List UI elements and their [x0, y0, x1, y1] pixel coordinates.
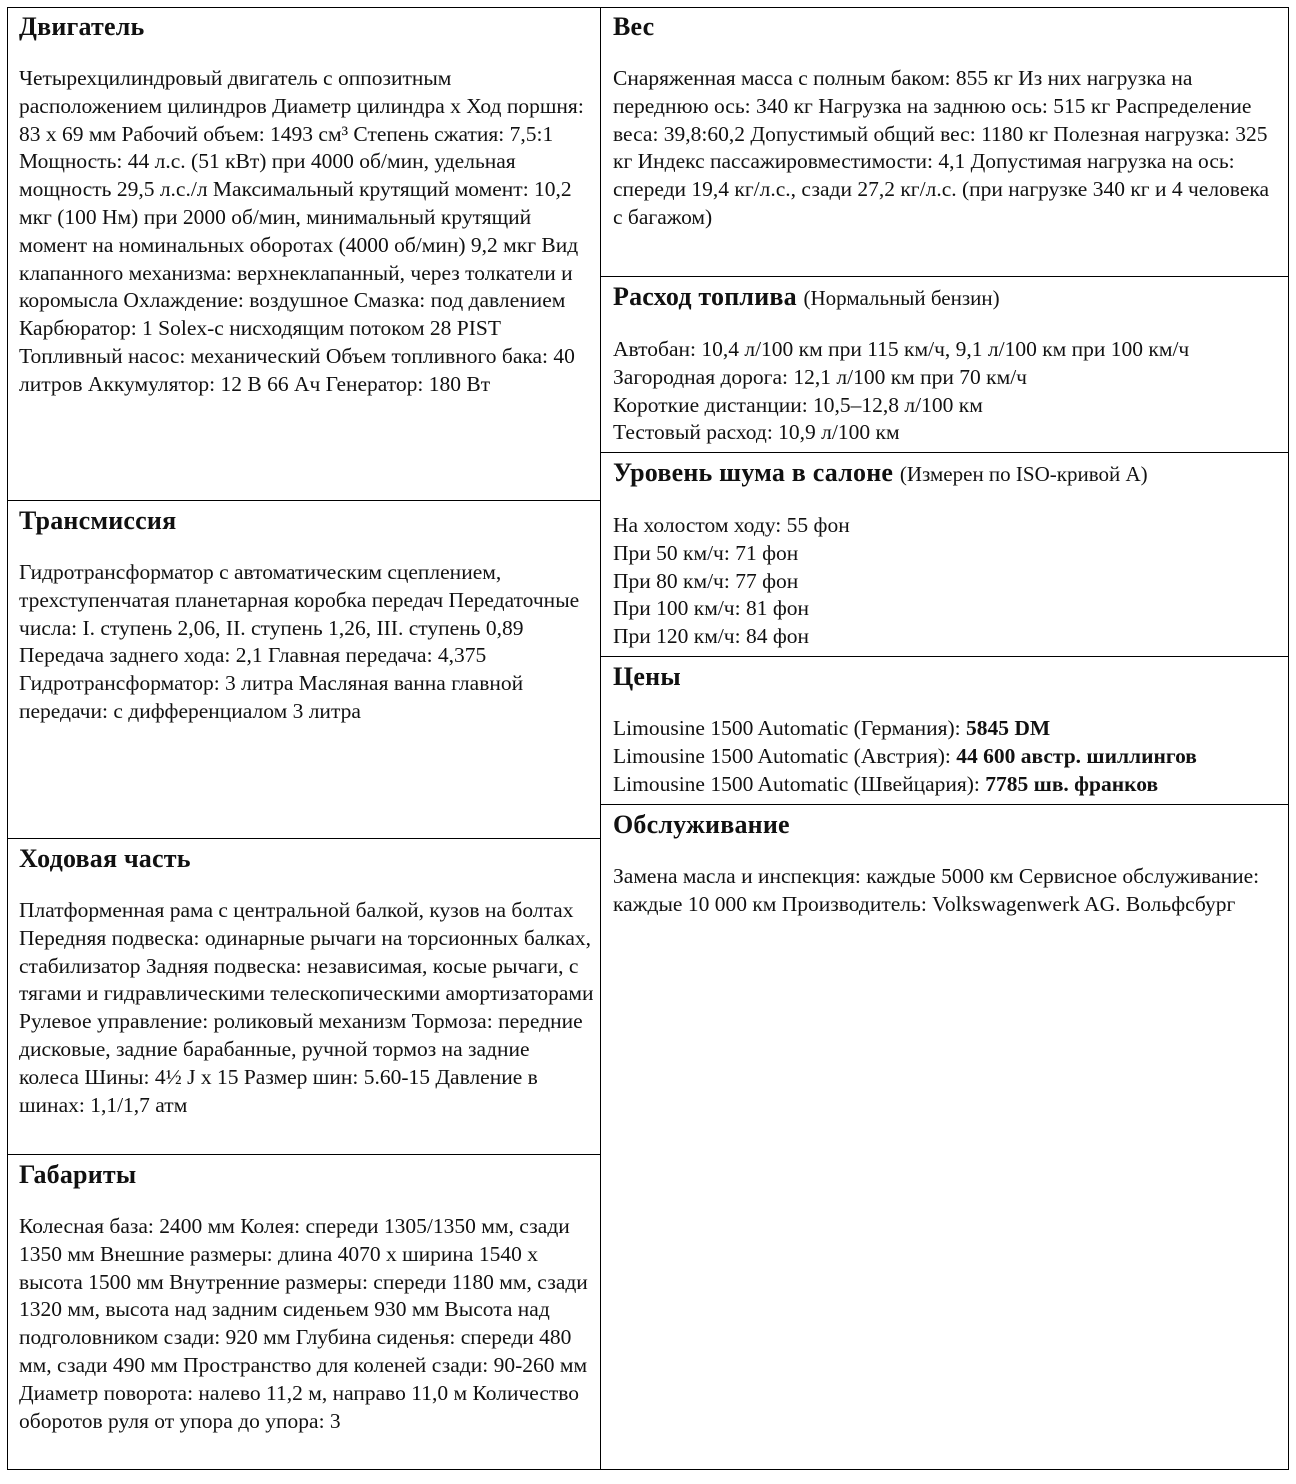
service-text: Замена масла и инспекция: каждые 5000 км Сервисное обслуживание: каждые 10 000 км Производитель: Volkswagenwerk AG. Вольфсбург [613, 864, 1260, 916]
service-section [601, 804, 1289, 1470]
noise-section [601, 452, 1289, 656]
weight-section [601, 7, 1289, 276]
price-austria-value: 44 600 австр. шиллингов [956, 743, 1197, 768]
price-germany-label: Limousine 1500 Automatic (Германия): [613, 716, 966, 740]
fuel-lines [613, 336, 1289, 447]
noise-line-120: При 120 км/ч: 84 фон [613, 624, 810, 649]
chassis-section [7, 838, 600, 1154]
prices-section [601, 656, 1289, 804]
dimensions-text: Колесная база: 2400 мм Колея: спереди 1305/1350 мм, сзади 1350 мм Внешние размеры: длина 4070 x ширина 1540 x высота 1500 мм Внутренние размеры: спереди 1180 мм, сзади 1320 мм, высота над задним сиденьем 930 мм Высота над подголовником сзади: 920 мм Глубина сиденья: спереди 480 мм, сзади 490 мм Пространство для коленей сзади: 90-260 мм Диаметр поворота: налево 11,2 м, направо 11,0 м Количество оборотов руля от упора до упора: 3 [19, 1214, 588, 1433]
dimensions-section [7, 1154, 600, 1470]
noise-lines [613, 512, 1289, 651]
spec-table [7, 7, 1289, 1470]
dimensions-title: Габариты [19, 1160, 137, 1189]
left-column [7, 7, 601, 1470]
prices-title: Цены [613, 662, 681, 691]
fuel-line-short: Короткие дистанции: 10,5–12,8 л/100 км [613, 392, 983, 417]
fuel-line-country: Загородная дорога: 12,1 л/100 км при 70 км/ч [613, 364, 1027, 389]
price-switzerland [613, 771, 1283, 799]
transmission-title: Трансмиссия [19, 506, 177, 535]
price-germany [613, 715, 1283, 743]
service-title: Обслуживание [613, 810, 790, 839]
price-switzerland-value: 7785 шв. франков [985, 771, 1159, 796]
engine-text: Четырехцилиндровый двигатель с оппозитным расположением цилиндров Диаметр цилиндра x Ход поршня: 83 x 69 мм Рабочий объем: 1493 см³ Степень сжатия: 7,5:1 Мощность: 44 л.с. (51 кВт) при 4000 об/мин, удельная мощность 29,5 л.с./л Максимальный крутящий момент: 10,2 мкг (100 Нм) при 2000 об/мин, минимальный крутящий момент на номинальных оборотах (4000 об/мин) 9,2 мкг Вид клапанного механизма: верхнеклапанный, через толкатели и коромысла Охлаждение: воздушное Смазка: под давлением Карбюратор: 1 Solex-с нисходящим потоком 28 PIST Топливный насос: механический Объем топливного бака: 40 литров Аккумулятор: 12 В 66 Ач Генератор: 180 Вт [19, 66, 584, 396]
noise-line-idle: На холостом ходу: 55 фон [613, 513, 850, 537]
fuel-line-test: Тестовый расход: 10,9 л/100 км [613, 420, 900, 445]
chassis-text: Платформенная рама с центральной балкой, кузов на болтах Передняя подвеска: одинарные рычаги на торсионных балках, стабилизатор Задняя подвеска: независимая, косые рычаги, с тягами и гидравлическими телескопическими амортизаторами Рулевое управление: роликовый механизм Тормоза: передние дисковые, задние барабанные, ручной тормоз на задние колеса Шины: 4½ J x 15 Размер шин: 5.60-15 Давление в шинах: 1,1/1,7 атм [19, 898, 594, 1117]
fuel-subtitle: (Нормальный бензин) [803, 286, 1000, 310]
fuel-section [601, 276, 1289, 452]
noise-line-50: При 50 км/ч: 71 фон [613, 540, 799, 565]
transmission-text: Гидротрансформатор с автоматическим сцеплением, трехступенчатая планетарная коробка передач Передаточные числа: I. ступень 2,06, II. ступень 1,26, III. ступень 0,89 Передача заднего хода: 2,1 Главная передача: 4,375 Гидротрансформатор: 3 литра Масляная ванна главной передачи: с дифференциалом 3 литра [19, 560, 580, 723]
price-germany-value: 5845 DM [966, 716, 1051, 740]
engine-title: Двигатель [19, 12, 145, 41]
noise-subtitle: (Измерен по ISO-кривой А) [899, 462, 1148, 486]
chassis-title: Ходовая часть [19, 844, 191, 873]
right-column [601, 7, 1289, 1470]
fuel-line-autobahn: Автобан: 10,4 л/100 км при 115 км/ч, 9,1 л/100 км при 100 км/ч [613, 337, 1190, 361]
price-austria-label: Limousine 1500 Automatic (Австрия): [613, 743, 957, 768]
engine-section [7, 7, 600, 500]
noise-line-80: При 80 км/ч: 77 фон [613, 568, 799, 593]
transmission-section [7, 500, 600, 838]
fuel-heading [613, 279, 1289, 316]
noise-line-100: При 100 км/ч: 81 фон [613, 596, 810, 621]
prices-lines [613, 715, 1289, 798]
weight-title: Вес [613, 12, 655, 41]
noise-title: Уровень шума в салоне [613, 458, 894, 487]
fuel-title: Расход топлива [613, 282, 797, 311]
noise-heading [613, 455, 1289, 492]
price-switzerland-label: Limousine 1500 Automatic (Швейцария): [613, 771, 986, 796]
weight-text: Снаряженная масса с полным баком: 855 кг Из них нагрузка на переднюю ось: 340 кг Нагрузка на заднюю ось: 515 кг Распределение веса: 39,8:60,2 Допустимый общий вес: 1180 кг Полезная нагрузка: 325 кг Индекс пассажировместимости: 4,1 Допустимая нагрузка на ось: спереди 19,4 кг/л.с., сзади 27,2 кг/л.с. (при нагрузке 340 кг и 4 человека с багажом) [613, 66, 1270, 229]
price-austria [613, 743, 1283, 771]
